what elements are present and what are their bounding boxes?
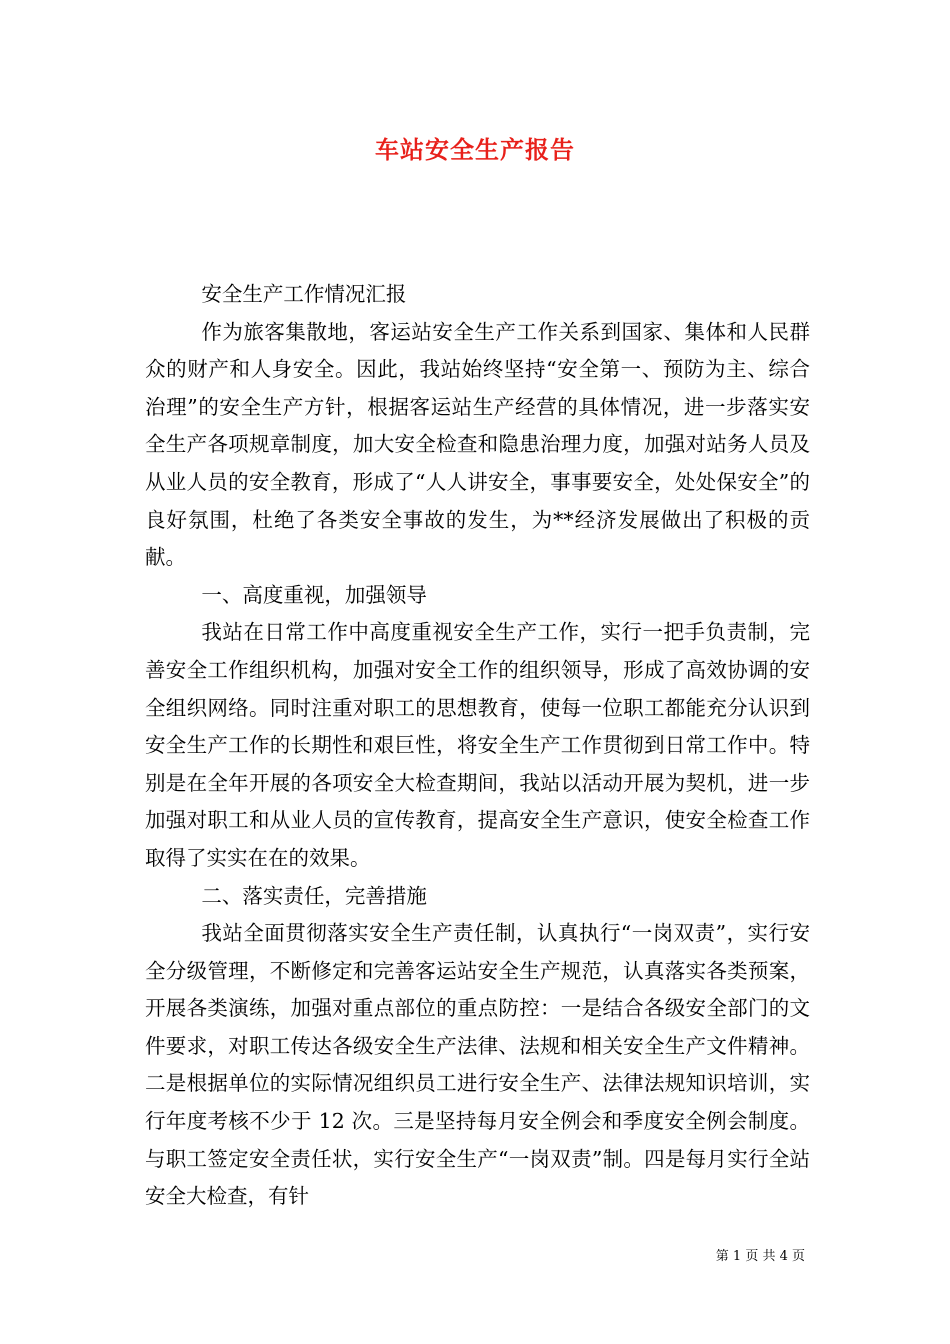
paragraph-section-1: 我站在日常工作中高度重视安全生产工作，实行一把手负责制，完善安全工作组织机构，加强对安全工作的组织领导，形成了高效协调的安全组织网络。同时注重对职工的思想教育，使每一位职工都能充分认识到安全生产工作的长期性和艰巨性，将安全生产工作贯彻到日常工作中。特别是在全年开展的各项安全大检查期间，我站以活动开展为契机，进一步加强对职工和从业人员的宣传教育，提高安全生产意识，使安全检查工作取得了实实在在的效果。 [145,620,810,870]
paragraph-section-2: 我站全面贯彻落实安全生产责任制，认真执行“一岗双责”，实行安全分级管理，不断修定和完善客运站安全生产规范，认真落实各类预案，开展各类演练，加强对重点部位的重点防控：一是结合各级安全部门的文件要求，对职工传达各级安全生产法律、法规和相关安全生产文件精神。二是根据单位的实际情况组织员工进行安全生产、法律法规知识培训，实行年度考核不少于 12 次。三是坚持每月安全例会和季度安全例会制度。与职工签定安全责任状，实行安全生产“一岗双责”制。四是每月实行全站安全大检查，有针 [145,921,810,1209]
page-number: 第 1 页 共 4 页 [715,1249,805,1264]
section-heading-1: 一、高度重视，加强领导 [201,582,427,607]
document-title: 车站安全生产报告 [375,135,575,164]
paragraph-report-heading: 安全生产工作情况汇报 [201,282,407,306]
section-heading-2: 二、落实责任，完善措施 [201,883,427,908]
document-body [145,276,810,1216]
paragraph-intro: 作为旅客集散地，客运站安全生产工作关系到国家、集体和人民群众的财产和人身安全。因此，我站始终坚持“安全第一、预防为主、综合治理”的安全生产方针，根据客运站生产经营的具体情况，进一步落实安全生产各项规章制度，加大安全检查和隐患治理力度，加强对站务人员及从业人员的安全教育，形成了“人人讲安全，事事要安全，处处保安全”的良好氛围，杜绝了各类安全事故的发生，为**经济发展做出了积极的贡献。 [145,319,810,570]
